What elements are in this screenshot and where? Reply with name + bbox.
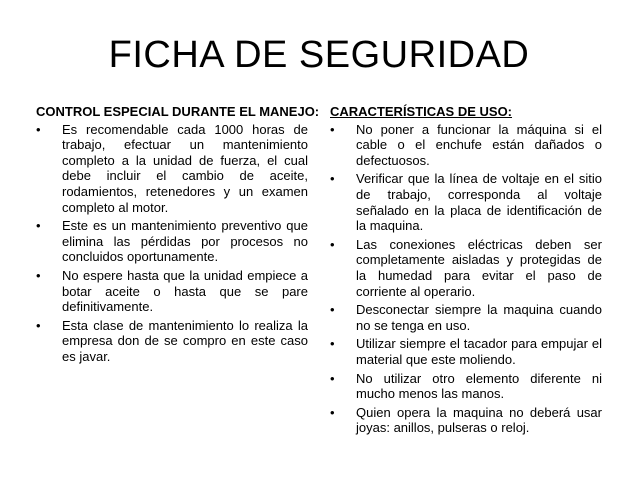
bullet-icon: • [330, 236, 335, 252]
bullet-icon: • [330, 404, 335, 420]
list-item [36, 218, 308, 265]
list-item-text: Desconectar siempre la maquina cuando no se tenga en uso. [356, 302, 602, 333]
bullet-icon: • [36, 121, 41, 137]
list-item-text: Esta clase de mantenimiento lo realiza la empresa don de se compro en este caso es javar. [62, 317, 308, 364]
bullet-icon: • [330, 302, 335, 318]
list-item-text: Es recomendable cada 1000 horas de trabajo, efectuar un mantenimiento completo a la unidad de fuerza, el cual debe incluir el cambio de aceite, rodamientos, retenedores y un examen completo al motor. [62, 121, 308, 215]
list-item-text: Este es un mantenimiento preventivo que elimina las pérdidas por procesos no concluidos oportunamente. [62, 218, 308, 265]
bullet-icon: • [330, 336, 335, 352]
list-item-text: Las conexiones eléctricas deben ser completamente aisladas y protegidas de la humedad para evitar el paso de corriente al operario. [356, 236, 602, 299]
bullet-icon: • [36, 267, 41, 283]
list-item [330, 122, 602, 169]
right-column [330, 104, 602, 439]
list-item [330, 405, 602, 436]
slide-title: FICHA DE SEGURIDAD [108, 34, 530, 76]
list-item [330, 302, 602, 333]
bullet-icon: • [330, 171, 335, 187]
left-column-heading: CONTROL ESPECIAL DURANTE EL MANEJO: [36, 104, 320, 119]
list-item [36, 122, 308, 216]
list-item [330, 237, 602, 299]
bullet-icon: • [36, 317, 41, 333]
right-column-heading: CARACTERÍSTICAS DE USO: [330, 104, 513, 119]
list-item-text: Verificar que la línea de voltaje en el sitio de trabajo, corresponda al voltaje señalado en la placa de identificación de la maquina. [356, 171, 602, 234]
left-bullet-list [36, 122, 308, 365]
bullet-icon: • [330, 121, 335, 137]
list-item-text: No espere hasta que la unidad empiece a botar aceite o hasta que se pare definitivamente. [62, 267, 308, 315]
right-bullet-list [330, 122, 602, 436]
list-item [330, 336, 602, 367]
bullet-icon: • [330, 370, 335, 386]
list-item-text: No utilizar otro elemento diferente ni mucho menos las manos. [356, 370, 602, 402]
list-item [36, 318, 308, 365]
list-item-text: Quien opera la maquina no deberá usar joyas: anillos, pulseras o reloj. [356, 404, 602, 436]
list-item [330, 371, 602, 402]
list-item-text: Utilizar siempre el tacador para empujar el material que este moliendo. [356, 336, 602, 367]
list-item [36, 268, 308, 315]
bullet-icon: • [36, 218, 41, 234]
left-column [36, 104, 320, 368]
list-item [330, 171, 602, 233]
list-item-text: No poner a funcionar la máquina si el cable o el enchufe están dañados o defectuosos. [356, 121, 602, 168]
